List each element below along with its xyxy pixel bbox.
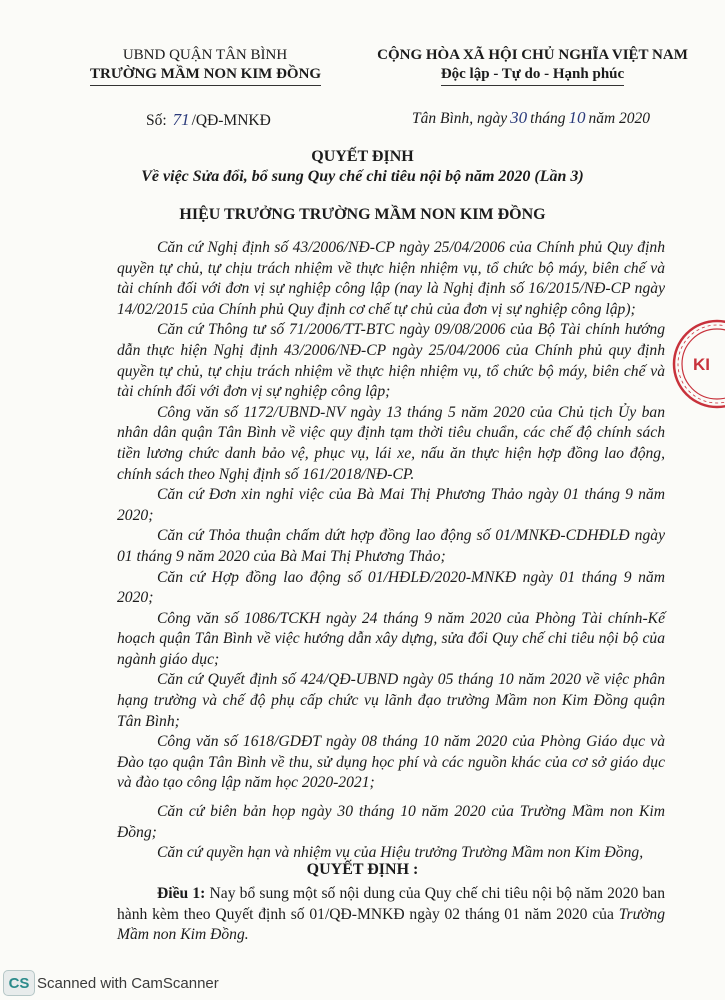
decision-heading: QUYẾT ĐỊNH : [306, 861, 419, 878]
article-1-text-italic: Trường Mầm non Kim Đồng. [117, 905, 665, 944]
scanner-watermark [0, 966, 260, 1000]
authority-title: HIỆU TRƯỞNG TRƯỜNG MẦM NON KIM ĐỒNG [179, 206, 546, 223]
preamble-item: Căn cứ Hợp đồng lao động số 01/HĐLĐ/2020-MNKĐ ngày 01 tháng 9 năm 2020; [117, 568, 665, 607]
stamp-text: KI [693, 355, 710, 374]
preamble-item: Công văn số 1172/UBND-NV ngày 13 tháng 5 năm 2020 của Chủ tịch Ủy ban nhân dân quận Tân Bình về việc quy định tạm thời tiêu chuẩn, các chế độ chính sách tiền lương chức danh bảo vệ, phục vụ, lái xe, nấu ăn thực hiện hợp đồng lao động, chính sách theo Nghị định số 161/2018/NĐ-CP. [117, 403, 665, 483]
official-stamp [671, 318, 725, 410]
document-number [146, 110, 271, 130]
preamble-item: Căn cứ Quyết định số 424/QĐ-UBND ngày 05 tháng 10 năm 2020 về việc phân hạng trường và chế độ phụ cấp chức vụ lãnh đạo trường Mầm non Kim Đồng quận Tân Bình; [117, 671, 665, 730]
article-1-label: Điều 1: [157, 885, 206, 902]
preamble-item: Căn cứ Đơn xin nghỉ việc của Bà Mai Thị Phương Thảo ngày 01 tháng 9 năm 2020; [117, 486, 665, 524]
date-place: Tân Bình, ngày [412, 110, 508, 127]
issuer-district: UBND QUẬN TÂN BÌNH [122, 47, 288, 63]
preamble-item: Công văn số 1086/TCKH ngày 24 tháng 9 năm 2020 của Phòng Tài chính-Kế hoạch quận Tân Bình về việc hướng dẫn xây dựng, sửa đổi Quy chế chi tiêu nội bộ của ngành giáo dục; [117, 609, 665, 668]
issuer-school: TRƯỜNG MẦM NON KIM ĐỒNG [90, 65, 321, 86]
number-prefix: Số: [146, 112, 167, 129]
date-day: 30 [510, 108, 528, 127]
preamble-item: Căn cứ Thông tư số 71/2006/TT-BTC ngày 09/08/2006 của Bộ Tài chính hướng dẫn thực hiện Nghị định 43/2006/NĐ-CP ngày 25/04/2006 của Chính phủ quy định quyền tự chủ, tự chịu trách nhiệm về thực hiện nhiệm vụ, tổ chức bộ máy, biên chế và tài chính đối với đơn vị sự nghiệp công lập; [117, 321, 665, 401]
scanner-text: Scanned with CamScanner [37, 974, 219, 992]
preamble-item: Căn cứ Thỏa thuận chấm dứt hợp đồng lao động số 01/MNKĐ-CDHĐLĐ ngày 01 tháng 9 năm 2020 của Bà Mai Thị Phương Thảo; [117, 527, 665, 565]
number-suffix: /QĐ-MNKĐ [191, 112, 271, 129]
camscanner-logo-icon: CS [3, 970, 35, 996]
date-month-word: tháng [530, 110, 566, 127]
country-name: CỘNG HÒA XÃ HỘI CHỦ NGHĨA VIỆT NAM [377, 47, 688, 63]
preamble-item: Căn cứ quyền hạn và nhiệm vụ của Hiệu trưởng Trường Mầm non Kim Đồng, [157, 844, 644, 862]
article-1-text: Nay bổ sung một số nội dung của Quy chế chi tiêu nội bộ năm 2020 ban hành kèm theo Quyết định số 01/QĐ-MNKĐ ngày 02 tháng 01 năm 2020 của [117, 885, 665, 923]
preamble [117, 238, 665, 864]
national-motto-block [360, 46, 705, 86]
preamble-item: Công văn số 1618/GDĐT ngày 08 tháng 10 năm 2020 của Phòng Giáo dục và Đào tạo quận Tân Bình về thu, sử dụng học phí và các nguồn khác của cơ sở giáo dục và đào tạo công lập năm học 2020-2021; [117, 733, 665, 792]
issue-date [412, 108, 650, 128]
preamble-item: Căn cứ Nghị định số 43/2006/NĐ-CP ngày 25/04/2006 của Chính phủ Quy định quyền tự chủ, tự chịu trách nhiệm về thực hiện nhiệm vụ, tổ chức bộ máy, biên chế và tài chính đối với đơn vị sự nghiệp công lập (nay là Nghị định số 16/2015/NĐ-CP ngày 14/02/2015 của Chính phủ Quy định cơ chế tự chủ của đơn vị sự nghiệp công lập); [117, 239, 665, 318]
date-year: năm 2020 [588, 110, 651, 127]
document-title: QUYẾT ĐỊNH [311, 148, 414, 165]
document-subtitle: Về việc Sửa đổi, bổ sung Quy chế chi tiêu nội bộ năm 2020 (Lần 3) [141, 168, 584, 185]
issuer-block [90, 46, 320, 86]
preamble-item: Căn cứ biên bản họp ngày 30 tháng 10 năm 2020 của Trường Mầm non Kim Đồng; [117, 803, 665, 841]
motto: Độc lập - Tự do - Hạnh phúc [441, 65, 624, 86]
article-1 [117, 884, 665, 946]
date-month: 10 [568, 108, 586, 127]
number-handwritten: 71 [172, 110, 190, 129]
